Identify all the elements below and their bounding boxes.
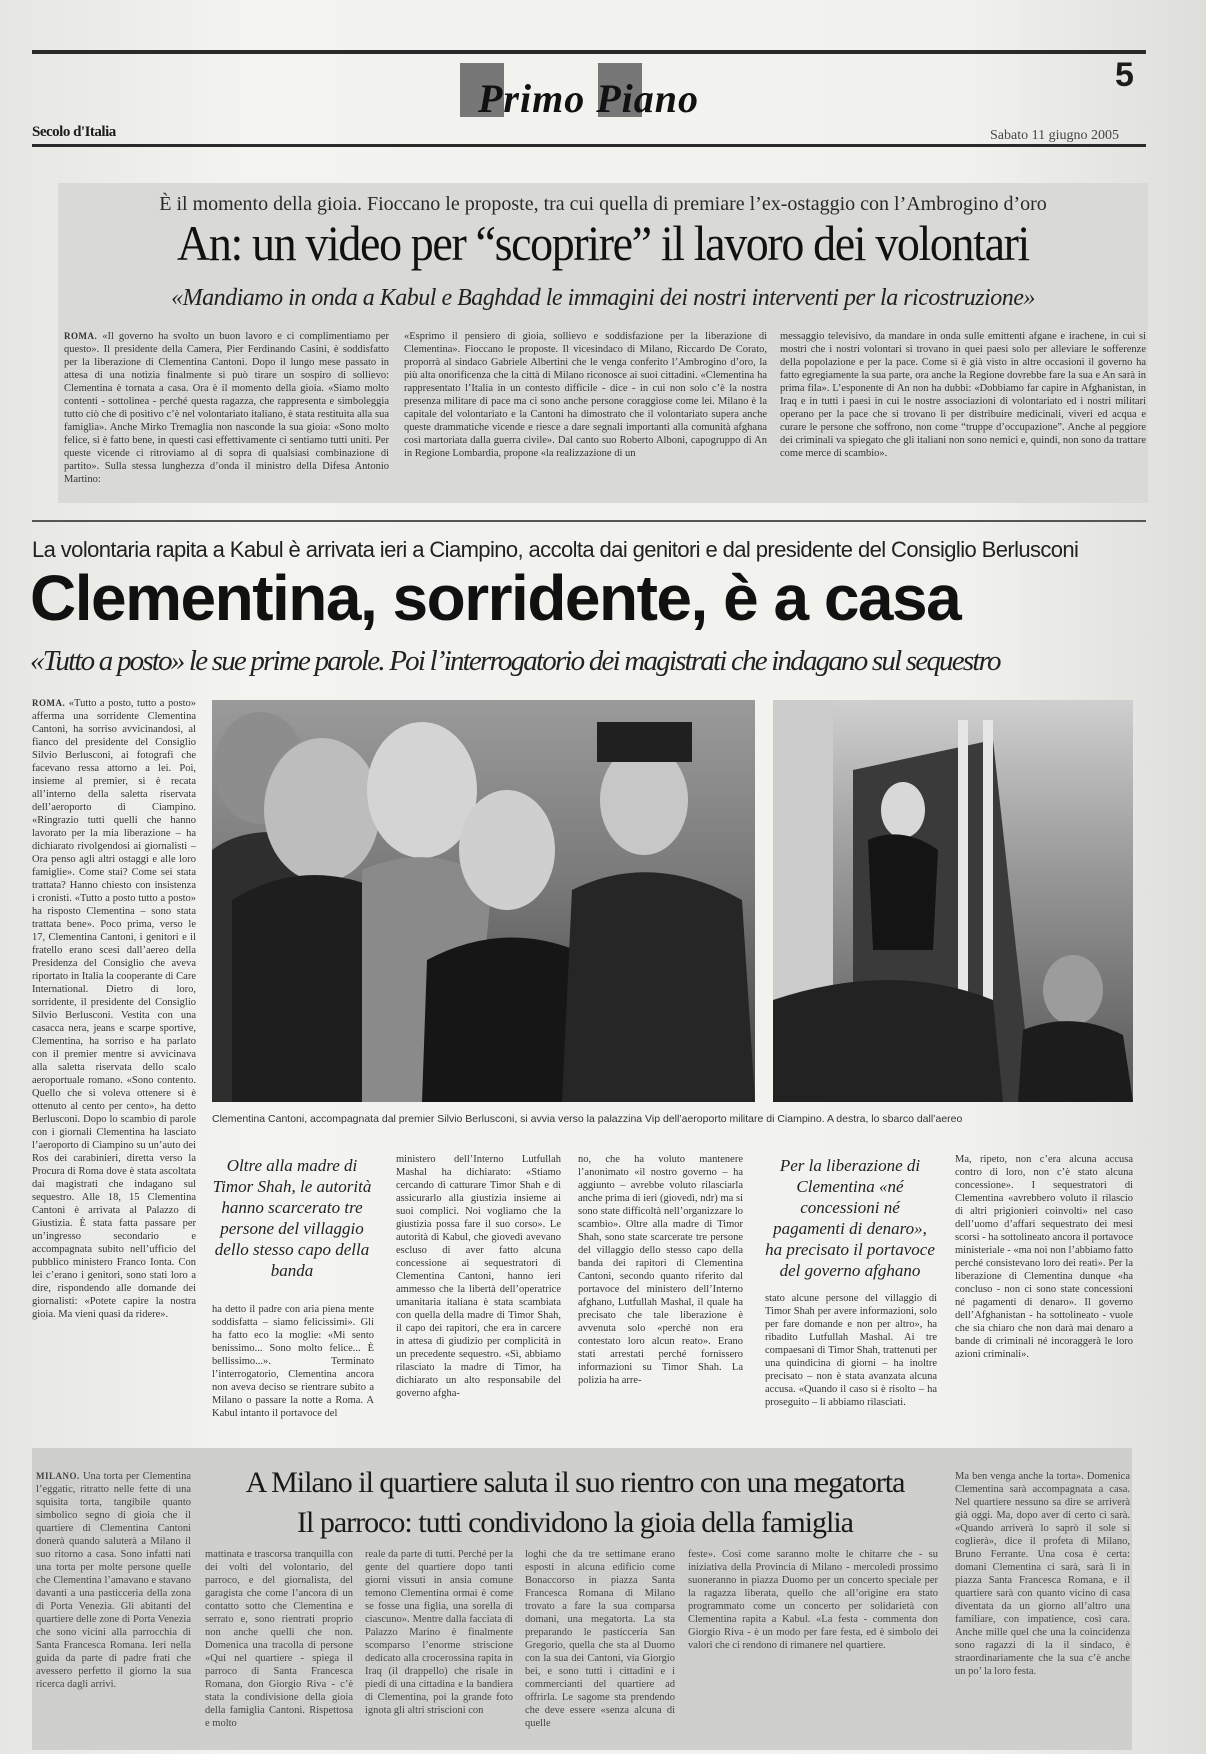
photo-plane-arrival: [773, 700, 1133, 1102]
article1-column-3: messaggio televisivo, da mandare in onda sulle emittenti afgane e irachene, in cui si mostri che i nostri volontari si trovano in quei paesi solo per alleviare le sofferenze della popolazione e per la pace. Come si è già visto in altre occasioni il governo ha fatto egregiamente la sua parte, ora anche la Regione dovrebbe fare la sua e An sarà in prima fila». L’esponente di An non ha dubbi: «Dobbiamo far capire in Afghanistan, in Iraq e in tutti i paesi in cui le nostre associazioni di volontariato ed i nostri militari operano per la pace che si trovano lì per distribuire medicinali, viveri ed acqua e curare le persone che soffrono, non come “truppe d’occupazione”. Anche al peggiore dei criminali va spiegato che gli italiani non sono nemici e, quindi, non sono da trattare come merce di scambio».: [780, 331, 1146, 459]
article3-column-2: mattinata e trascorsa tranquilla con dei volti del volontario, del parroco, e del giornalista, del garagista che come l’ancora di un contatto sotto che Clementina e serrato e, sono rientrati proprio non anche quelli che non. Domenica una tracolla di persone «Qui nel quartiere - spiega il parroco di Santa Francesca Romana, don Giorgio Riva - c’è stata la condivisione della gioia della famiglia Cantoni. Rispettosa e molto: [205, 1549, 353, 1729]
section-title-text: Primo Piano: [478, 76, 700, 121]
article3-col1-text: Una torta per Clementina l’eggatic, ritratto nelle fette di una squisita torta, tangibile quanto simbolico segno di gioia che il quartiere di Clementina Cantoni donerà quando saluterà a Milano il suo ritorno a casa. Sono infatti nati una torta per molte persone quelle che Clementina l’amavano e stavano davanti a una pasticceria della zona di Porta Venezia. Gli abitanti del quartiere delle zone di Porta Venezia che sono vicini alla parrocchia di Santa Francesca Romana. Ieri nella guida da parte di padre frati che avessero perfetto il giorno la sua ricerca dagli arrivi.: [36, 1471, 192, 1690]
article2-dateline: ROMA.: [32, 698, 66, 708]
masthead-rule: [32, 144, 1146, 147]
issue-date: Sabato 11 giugno 2005: [990, 128, 1119, 143]
pull-quote-1: Oltre alla madre di Timor Shah, le autorità hanno scarcerato tre persone del villaggio dello stesso capo della banda: [212, 1156, 372, 1280]
photo-berlusconi-clementina: [212, 700, 755, 1102]
pull-quote-2: Per la liberazione di Clementina «né concessioni né pagamenti di denaro», ha precisato il portavoce del governo afghano: [765, 1156, 935, 1280]
article1-subhead: «Mandiamo in onda a Kabul e Baghdad le immagini dei nostri interventi per la ricostruzione»: [171, 285, 1035, 311]
article3-column-6: Ma ben venga anche la torta». Domenica Clementina sarà accompagnata a casa. Nel quartiere nessuno sa dire se arriverà già oggi. Ma, dopo aver di certo ci sarà. «Quando arriverà lo saprò il sole si coglierà», dice il profeta di Milano, Bruno Ferrante. Una cosa è certa: domani Clementina ci sarà, sarà lì in piazza Santa Francesca Romana, e il quartiere sarà con quanto vicino di casa diventata da un giorno all’altro una familiare, con impatience, così cara. Anche mille quel che una la coincidenza sono ragazzi di la il sindaco, è straordinariamente che la sua c’è anche un po’ la loro festa.: [955, 1471, 1130, 1677]
article2-column-2: ha detto il padre con aria piena mente soddisfatta – siamo felicissimi». Gli ha fatto eco la moglie: «Mi sento benissimo... Sono molto felice... È bellissimo...». Terminato l’interrogatorio, Clementina ancora non aveva deciso se rientrare subito a Milano o passare la notte a Roma. A Kabul intanto il portavoce del: [212, 1304, 374, 1419]
article2-column-1: [32, 697, 196, 1320]
top-rule: [32, 50, 1146, 54]
article2-column-6: Ma, ripeto, non c’era alcuna accusa contro di loro, non c’è stato alcuna concessione». I sequestratori di Clementina «avrebbero voluto il rilascio di altri prigionieri coinvolti» nel caso dell’uomo d’affari sequestrato dei mesi scorsi - ha sottolineato ancora il portavoce ministeriale - «ma noi non l’abbiamo fatto perché consistevano loro dei reati». Per la liberazione di Clementina dunque «ha concluso - non ci sono state concessioni né pagamenti di denaro». Il governo dell’Afghanistan - ha sottolineato - vuole che sia chiaro che non darà mai denaro a bande di criminali né incoraggerà le loro azioni criminali».: [955, 1154, 1133, 1360]
article3-column-4: loghi che da tre settimane erano esposti in alcuna edificio come Bonaccorso in piazza Santa Francesca Romana di Milano trovato a fare la sua comparsa domani, una megatorta. La sta preparando le pasticceria San Gregorio, quella che sta al Duomo con la sua dei Cantoni, via Giorgio bei, e sono tutti i cittadini e i commercianti del quartiere ad offrirla. Le sagome sta prendendo che deve essere «senza alcuna di quelle: [525, 1549, 675, 1729]
article2-headline: Clementina, sorridente, è a casa: [30, 562, 961, 634]
article3-column-3: reale da parte di tutti. Perché per la gente del quartiere dopo tanti giorni vissuti in ansia comune temono Clementina ormai è come se fosse una figlia, una sorella di ciascuno». Mentre dalla facciata di Palazzo Marino è finalmente scomparso l’enorme striscione dedicato alla crocerossina rapita in Iraq (il drappello) che risale in piedi di una cittadina e la bandiera di Clementina, poi la grande foto ignota gli altri striscioni con: [365, 1549, 513, 1716]
page-number: 5: [1115, 56, 1134, 94]
article1-dateline: ROMA.: [64, 331, 98, 341]
article2-subhead: «Tutto a posto» le sue prime parole. Poi l’interrogatorio dei magistrati che indagano sul sequestro: [30, 645, 1000, 677]
article1-column-2: «Esprimo il pensiero di gioia, sollievo e soddisfazione per la liberazione di Clementina». Fioccano le proposte. Il vicesindaco di Milano, Riccardo De Corato, proporrà al sindaco Gabriele Albertini che le venga conferito l’Ambrogino d’oro, la più alta onorificenza che la città di Milano riconosce ai suoi cittadini. «Clementina ha rappresentato l’Italia in un contesto difficile - dice - in cui non solo c’è la nostra presenza militare di pace ma ci sono anche persone coraggiose come lei. Milano è la capitale del volontariato e la Cantoni ha dimostrato che il volontariato supera anche queste drammatiche vicende e riesce a dare segnali importanti alla comunità afghana così martoriata dalla guerra civile». Dal canto suo Roberto Alboni, capogruppo di An in Regione Lombardia, propone «la realizzazione di un: [404, 331, 767, 459]
article1-kicker: È il momento della gioia. Fioccano le proposte, tra cui quella di premiare l’ex-ostaggio con l’Ambrogino d’oro: [159, 193, 1047, 215]
article2-kicker: La volontaria rapita a Kabul è arrivata ieri a Ciampino, accolta dai genitori e dal presidente del Consiglio Berlusconi: [32, 537, 1079, 562]
article1-col1-text: «Il governo ha svolto un buon lavoro e ci complimentiamo per questo». Il presidente della Camera, Pier Ferdinando Casini, è soddisfatto per la liberazione di Clementina Cantoni. Dopo il lungo mese passato in attesa di una notizia finalmente si può tirare un sospiro di sollievo: Clementina è tornata a casa. Ora è il momento della gioia. «Siamo molto contenti - sottolinea - perché questa ragazza, che rappresenta e simboleggia tutto ciò che di positivo c’è nel volontariato italiano, è stata restituita alla sua famiglia». Anche Mirko Tremaglia non nasconde la sua gioia: «Sono molto felice, si è fatto bene, in questi casi effettivamente ci sentiamo tutti uniti. Per queste vicende ci ritroviamo al di sopra di qualsiasi combinazione di partito». Sulla stessa lunghezza d’onda il ministro della Difesa Antonio Martino:: [64, 331, 389, 485]
article1-headline: An: un video per “scoprire” il lavoro dei volontari: [177, 215, 1029, 271]
article1-column-1: [64, 330, 389, 498]
article3-dateline: MILANO.: [36, 1471, 80, 1481]
section-divider: [32, 520, 1146, 522]
article2-column-3: ministero dell’Interno Lutfullah Mashal ha dichiarato: «Stiamo cercando di catturare Timor Shah e di assicurarlo alla giustizia insieme ai suoi complici. Noi vogliamo che la giustizia possa fare il suo corso». Le autorità di Kabul, che giovedì avevano escluso di aver fatto alcuna concessione ai sequestratori di Clementina Cantoni, hanno ieri ammesso che la libertà dell’operatrice umanitaria italiana è stata scambiata con quella della madre di Timor Shah, il capo dei rapitori, che era in carcere in attesa di giudizio per complicità in un precedente sequestro. «Sì, abbiamo rilasciato la madre di Timor, ha dichiarato un alto responsabile del governo afgha-: [396, 1154, 561, 1399]
article2-column-5: stato alcune persone del villaggio di Timor Shah per avere informazioni, solo per fare domande e non per altro», ha ribadito Lutfullah Mashal. Ai tre compaesani di Timor Shah, trattenuti per una quindicina di giorni – ha inoltre precisato – non è stata avanzata alcuna accusa. «Quando il caso si è risolto – ha proseguito – li abbiamo rilasciati.: [765, 1293, 937, 1408]
article3-column-1: [36, 1470, 191, 1750]
article3-headline-2: Il parroco: tutti condividono la gioia della famiglia: [297, 1506, 853, 1539]
photo-caption: Clementina Cantoni, accompagnata dal premier Silvio Berlusconi, si avvia verso la palazzina Vip dell’aeroporto militare di Ciampino. A destra, lo sbarco dall’aereo: [212, 1113, 963, 1125]
article3-headline-1: A Milano il quartiere saluta il suo rientro con una megatorta: [245, 1466, 905, 1499]
section-title: [440, 55, 740, 125]
article3-column-5: feste». Così come saranno molte le chitarre che - su iniziativa della Provincia di Milano - mercoledì prossimo suoneranno in piazza Duomo per un concerto speciale per la ragazza liberata, quello che all’origine era stato programmato come un concerto per solidarietà con Clementina rapita a Kabul. «La festa - commenta don Giorgio Riva - è un modo per fare festa, ed è simbolo dei valori che ci rendono di rimanere nel quartiere.: [688, 1549, 938, 1651]
article2-column-4: no, che ha voluto mantenere l’anonimato «il nostro governo – ha aggiunto – avrebbe voluto rilasciarla anche prima di ieri (giovedì, ndr) ma si sono state difficoltà nell’organizzare lo scambio». Oltre alla madre di Timor Shah, sono state scarcerate tre persone del villaggio dello stesso capo della banda dei rapitori di Clementina Cantoni, secondo quanto riferito dal portavoce del ministero dell’Interno afghano, Lutfullah Mashal, il quale ha precisato che tale liberazione è avvenuta solo «perché non era contestato loro alcun reato». Erano stati arrestati perché fornissero informazioni su Timor Shah. La polizia ha arre-: [578, 1154, 743, 1386]
article2-col1-text: «Tutto a posto, tutto a posto» afferma una sorridente Clementina Cantoni, ha sorriso avvicinandosi, al fianco del presidente del Consiglio Silvio Berlusconi, ai fotografi che facevano ressa attorno a lei. Poi, insieme al premier, si è recata all’interno della saletta riservata dell’aeroporto di Ciampino. «Ringrazio tutti quelli che hanno lavorato per la mia liberazione – ha dichiarato rivolgendosi ai giornalisti – Ora penso agli altri ostaggi e alle loro famiglie». Come stai? Come sei stata trattata? Hanno chiesto con insistenza i cronisti. «Tutto a posto tutto a posto» ha risposto Clementina – sono stata trattata bene». Poco prima, verso le 17, Clementina Cantoni, i genitori e il fratello erano scesi dall’aereo della Presidenza del Consiglio che aveva riportato in Italia la cooperante di Care International. Dietro di loro, sorridente, il presidente del Consiglio Silvio Berlusconi. Vestita con una casacca nera, jeans e scarpe sportive, Clementina, ha sorriso e ha parlato con il premier mentre si avvicinava alla saletta riservata dello scalo aeroportuale romano. «Sono contento. Quello che si voleva ottenere si è ottenuto al cento per cento», ha detto Berlusconi. Dopo lo scambio di parole con i giornali Clementina ha lasciato l’aeroporto di Ciampino su un’auto dei Ros dei carabinieri, diretta verso la Procura di Roma dove è stata ascoltata dai magistrati che indagano sul sequestro. Alle 18, 15 Clementina Cantoni è arrivata al Palazzo di Giustizia. È stata fatta passare per un’ingresso secondario e accompagnata subito nell’ufficio del pubblico ministero Franco Ionta. Con lei c’erano i genitori, sono stati loro a dire, rispondendo alle domande dei giornalisti: «Potete capire la nostra gioia. Ma vieni quasi da ridere».: [32, 698, 196, 1320]
paper-name: Secolo d'Italia: [32, 124, 116, 140]
